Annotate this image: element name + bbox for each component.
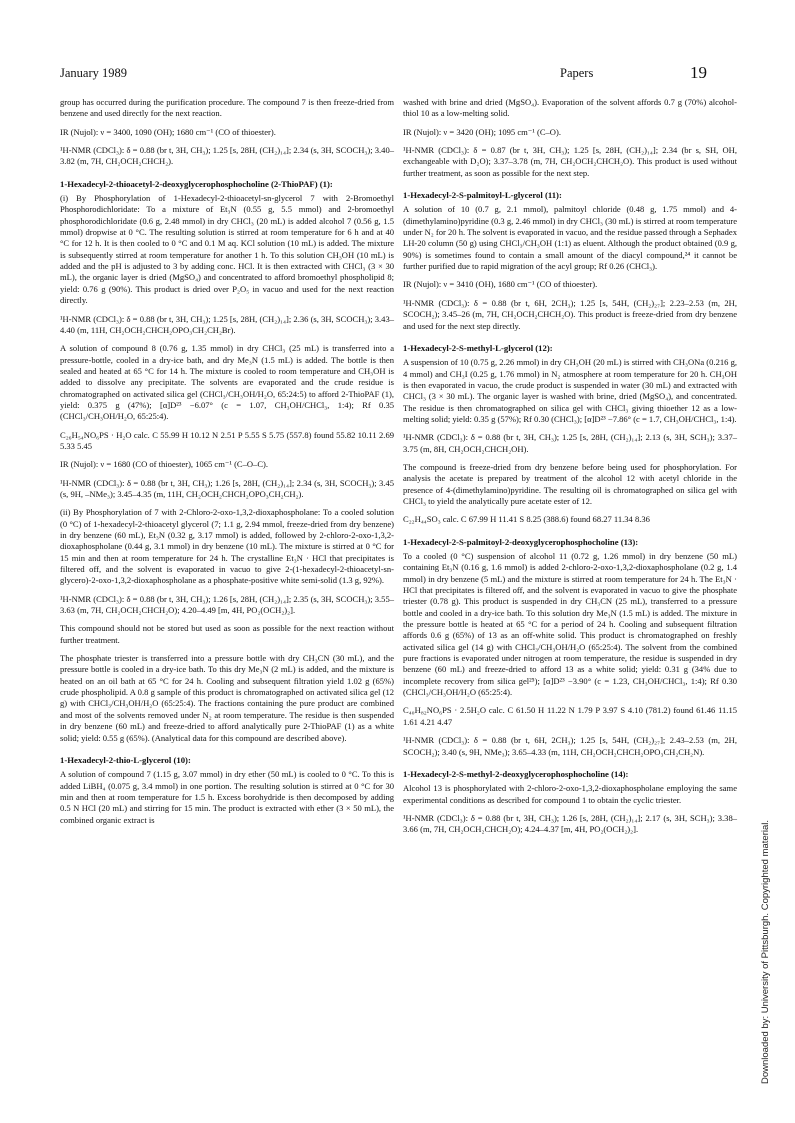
paragraph: C₂₂H₄₄SO₃ calc. C 67.99 H 11.41 S 8.25 (388.6) found 68.27 11.34 8.36 (403, 514, 650, 525)
section-heading: 1-Hexadecyl-2-S-methyl-L-glycerol (12): (403, 342, 553, 353)
paragraph: ¹H-NMR (CDCl₃): δ = 0.88 (br t, 6H, 2CH₃); 1.25 [s, 54H, (CH₂)₂₇]; 2.43–2.53 (m, 2H, SCOCH₂); 3.40 (s, 9H, NMe₃); 3.65–4.33 (m, 11H, CH₂OCH₂CHCH₂OPO₃CH₂CH₂N). (403, 735, 737, 757)
section-heading: 1-Hexadecyl-2-S-palmitoyl-2-deoxyglycerophosphocholine (13): (403, 536, 639, 547)
paragraph: ¹H-NMR (CDCl₃): δ = 0.87 (br t, 3H, CH₃); 1.25 [s, 28H, (CH₂)₁₄]; 2.34 (br s, SH, OH, exchangeable with D₂O); 3.37–3.78 (m, 7H, CH₂OCH₂CHCH₂O). This product is used without further treatment, as soon as possible for the next step. (403, 145, 737, 178)
paragraph: The compound is freeze-dried from dry benzene before being used for phosphorylation. For analysis the acetate is prepared by treatment of the alcohol 12 with acetyl chloride in the presence of 4-(dimethylamino)pyridine. The resulting oil is chromatographed on silica gel with CHCl₃ to yield the analytically pure acetate ester of 12. (403, 461, 737, 506)
paragraph: To a cooled (0 °C) suspension of alcohol 11 (0.72 g, 1.26 mmol) in dry benzene (50 mL) containing Et₃N (0.16 g, 1.6 mmol) is added 2-chloro-2-oxo-1,3,2-dioxaphospholane (0.2 g, 1.4 mmol) in dry benzene (5 mL) and the mixture is stirred at room temperature for 24 h. The Et₃N · HCl that precipitates is filtered off, and the solvent is evaporated in vacuo to give the phosphate triester (0.78 g). This product is suspended in dry CH₃CN (25 mL), transferred to a pressure bottle and cooled in a dry-ice bath. To this solution dry Me₃N (1.5 mL) is added. The mixture in the pressure bottle is heated at 65 °C for a period of 24 h. Cooling and subsequent filtration affords 0.6 g (65%) of 13 as an off-white solid. This product is chromatographed on freshly activated silica gel (14 g) with CHCl₃/CH₃OH/H₂O (65:25:4). The solvent from the combined pure fractions is evaporated under nitrogen at room temperature, the residue is suspended in dry benzene (60 mL) and freeze-dried to afford 13 as a white solid; yield: 0.31 g (34% due to incomplete recovery from silica gel²⁵); [α]D²³ −3.90° (c = 1.23, CH₃OH/CHCl₃, 1:4); Rf 0.30 (CHCl₃/CH₃OH/H₂O (65:25:4). (403, 551, 737, 698)
paragraph: Alcohol 13 is phosphorylated with 2-chloro-2-oxo-1,3,2-dioxaphospholane employing the same experimental conditions as described for compound 1 to obtain the cyclic triester. (403, 783, 737, 805)
section-heading: 1-Hexadecyl-2-S-methyl-2-deoxyglycerophosphocholine (14): (403, 768, 629, 779)
paragraph: IR (Nujol): ν = 3420 (OH); 1095 cm⁻¹ (C–O). (403, 126, 561, 137)
paragraph: washed with brine and dried (MgSO₄). Evaporation of the solvent affords 0.7 g (70%) alcohol-thiol 10 as a low-melting solid. (403, 97, 737, 119)
section-heading: 1-Hexadecyl-2-thio-L-glycerol (10): (60, 754, 191, 765)
paragraph: ¹H-NMR (CDCl₃): δ = 0.88 (br t, 3H, CH₃); 1.25 [s, 28H, (CH₂)₁₄]; 2.34 (s, 3H, SCOCH₃); 3.40–3.82 (m, 7H, CH₂OCH₂CHCH₂). (60, 145, 394, 167)
paragraph: C₂₆H₅₄NO₆PS · H₂O calc. C 55.99 H 10.12 N 2.51 P 5.55 S 5.75 (557.8) found 55.82 10.11 2.69 5.33 5.45 (60, 429, 394, 451)
header-page-number: 19 (690, 63, 707, 82)
header-date: January 1989 (60, 66, 127, 80)
paragraph: IR (Nujol): ν = 3410 (OH), 1680 cm⁻¹ (CO of thioester). (403, 279, 598, 290)
paragraph: This compound should not be stored but used as soon as possible for the next reaction without further treatment. (60, 623, 394, 645)
paragraph: ¹H-NMR (CDCl₃): δ = 0.88 (br t, 6H, 2CH₃); 1.25 [s, 54H, (CH₂)₂₇]; 2.23–2.53 (m, 2H, SCOCH₂); 3.45–26 (m, 7H, CH₂OCH₂CHCH₂O). This product is freeze-dried from dry benzene and used for the next step directly. (403, 297, 737, 331)
header-journal: Papers (560, 66, 594, 80)
download-notice: Downloaded by: University of Pittsburgh. Copyrighted material. (760, 820, 771, 1085)
paragraph: ¹H-NMR (CDCl₃): δ = 0.88 (br t, 3H, CH₃); 1.25 [s, 28H, (CH₂)₁₄]; 2.36 (s, 3H, SCOCH₃); 3.43–4.40 (m, 11H, CH₂OCH₂CHCH₂OPO₃CH₂CH₂Br). (60, 313, 394, 335)
paragraph: The phosphate triester is transferred into a pressure bottle with dry CH₃CN (30 mL), and the pressure bottle is cooled in a dry-ice bath. To this dry Me₃N (2 mL) is added, and the mixture is heated on an oil bath at 65 °C for 24 h. Cooling and subsequent filtration yield 1.02 g (65%) crude phospholipid. A 0.8 g sample of this product is chromatographed on activated silica gel (12 g) with CHCl₃/CH₃OH/H₂O (65:25:4). The fractions containing the pure product are combined and most of the solvents removed under N₂ at room temperature. The residue is then suspended in dry benzene (60 mL) and freeze-dried to afford analytically pure 2-ThioPAF (1) as a white solid; yield: 0.55 g (65%). (Analytical data for this compound are described above). (60, 653, 394, 743)
paragraph: IR (Nujol): ν = 1680 (CO of thioester), 1065 cm⁻¹ (C–O–C). (60, 459, 269, 470)
paragraph: ¹H-NMR (CDCl₃): δ = 0.88 (br t, 3H, CH₃); 1.25 [s, 28H, (CH₂)₁₄]; 2.13 (s, 3H, SCH₃); 3.37–3.75 (m, 8H, CH₂OCH₂CHCH₂OH). (403, 432, 737, 454)
paragraph: (i) By Phosphorylation of 1-Hexadecyl-2-thioacetyl-sn-glycerol 7 with 2-Bromoethyl Phosphorodichloridate: To a mixture of Et₃N (0.55 g, 5.5 mmol) and 2-bromoethyl phosphorodichloridate (0.6 g, 2.48 mmol) in dry CHCl₃ (20 mL) is added alcohol 7 (0.56 g, 1.5 mmol) dropwise at 0 °C. The resulting solution is stirred at room temperature for 6 h and at 40 °C for 12 h. It is then cooled to 0 °C and 0.1 M aq. KCl solution (10 mL) is added. The mixture is subsequently stirred at room temperature for another 1 h. To this solution CH₃OH (10 mL) is added and the pH is adjusted to 3 by adding conc. HCl. It is then extracted with CHCl₃ (3 × 30 mL), the organic layer is dried (MgSO₄) and concentrated to afford bromoethyl phospholipid 8; yield: 0.76 g (90%). This product is dried over P₂O₅ in vacuo and used for the next reaction directly. (60, 193, 394, 306)
paragraph: (ii) By Phosphorylation of 7 with 2-Chloro-2-oxo-1,3,2-dioxaphospholane: To a cooled solution (0 °C) of 1-hexadecyl-2-thioacetyl glycerol (7; 1.1 g, 2.94 mmol, freeze-dried from dry benzene) in dry benzene (60 mL), Et₃N (0.32 g, 3.17 mmol) is added, followed by 2-chloro-2-oxo-1,3,2-dioxaphospholane (0.44 g, 3.1 mmol) in dry benzene (10 mL). The mixture is stirred at 0 °C for 15 min and then at room temperature for 24 h. The crystalline Et₃N · HCl that precipitates is filtered off, and the solvent is evaporated in vacuo to give 2-(1-hexadecyl-2-thioacetyl-sn-glycero)-2-oxo-1,3,2-dioxaphospholane as a phosphate-positive white semi-solid (1.3 g, 92%). (60, 507, 394, 586)
paragraph: A suspension of 10 (0.75 g, 2.26 mmol) in dry CH₃OH (20 mL) is stirred with CH₃ONa (0.216 g, 4 mmol) and CH₃I (0.25 g, 1.76 mmol) in N₂ atmosphere at room temperature for 20 h. CH₃OH is then evaporated in vacuo, the crude product is suspended in water (30 mL) and extracted with CHCl₃ (3 × 30 mL). The organic layer is washed with brine, dried (MgSO₄), and concentrated. The residue is then chromatographed on silica gel with CHCl₃ giving thioether 12 as a low-melting solid; yield: 0.35 g (57%); Rf 0.30 (CHCl₃); [α]D²³ −7.86° (c = 1.7, CH₃OH/CHCl₃, 1:4). (403, 357, 737, 424)
paragraph: group has occurred during the purification procedure. The compound 7 is then freeze-dried from benzene and used directly for the next reaction. (60, 97, 394, 119)
paragraph: A solution of 10 (0.7 g, 2.1 mmol), palmitoyl chloride (0.48 g, 1.75 mmol) and 4-(dimethylamino)pyridine (0.3 g, 2.46 mmol) in dry CHCl₃ (30 mL) is stirred at room temperature under N₂ for 20 h. The solvent is evaporated in vacuo, and the residue passed through a Sephadex LH-20 column (50 g) using CHCl₃/CH₃OH (1:1) as eluent. Although the product obtained (0.9 g, 90%) is sometimes found to contain a small amount of the diacyl compound,²⁴ it cannot be further purified due to rapid migration of the acyl group; Rf 0.26 (CHCl₃). (403, 204, 737, 272)
paragraph: ¹H-NMR (CDCl₃): δ = 0.88 (br t, 3H, CH₃); 1.26 [s, 28H, (CH₂)₁₄]; 2.17 (s, 3H, SCH₃); 3.38–3.66 (m, 7H, CH₂OCH₂CHCH₂O); 4.24–4.37 [m, 4H, PO₂(OCH₂)₂]. (403, 812, 737, 835)
paragraph: C₄₀H₈₂NO₆PS · 2.5H₂O calc. C 61.50 H 11.22 N 1.79 P 3.97 S 4.10 (781.2) found 61.46 11.15 1.61 4.21 4.47 (403, 705, 737, 727)
paragraph: A solution of compound 8 (0.76 g, 1.35 mmol) in dry CHCl₃ (25 mL) is transferred into a pressure-bottle, cooled in a dry-ice bath, and dry Me₃N (1.5 mL) is added. The bottle is then sealed and heated at 65 °C for 14 h. The mixture is cooled to room temperature and CH₃OH is added to dissolve any precipitate. The solvents are evaporated and the crude residue is chromatographed on activated silica gel (CHCl₃/CH₃OH/H₂O, 65:24:5) to afford 2-ThioPAF (1), yield: 0.375 g (47%); [α]D²³ −6.07° (c = 1.07, CH₃OH/CHCl₃, 1:4); Rf 0.35 (CHCl₃/CH₃OH/H₂O, 65:25:4). (60, 343, 394, 422)
left-column (60, 97, 394, 833)
paragraph: A solution of compound 7 (1.15 g, 3.07 mmol) in dry ether (50 mL) is cooled to 0 °C. To this is added LiBH₄ (0.075 g, 3.4 mmol) in one portion. The resulting solution is stirred at 0 °C for 30 min and then at room temperature for 1.5 h. Excess borohydride is then decomposed by adding 0.5 N HCl (20 mL) and stirring for 15 min. The product is extracted with ether (3 × 50 mL), the combined organic extract is (60, 769, 394, 825)
section-heading: 1-Hexadecyl-2-S-palmitoyl-L-glycerol (11): (403, 190, 562, 201)
paragraph: ¹H-NMR (CDCl₃): δ = 0.88 (br t, 3H, CH₃); 1.26 [s, 28H, (CH₂)₁₄]; 2.35 (s, 3H, SCOCH₃); 3.55–3.63 (m, 7H, CH₂OCH₂CHCH₂O); 4.20–4.49 [m, 4H, PO₂(OCH₂)₂]. (60, 593, 394, 616)
paragraph: IR (Nujol): ν = 3400, 1090 (OH); 1680 cm⁻¹ (CO of thioester). (60, 126, 276, 137)
section-heading: 1-Hexadecyl-2-thioacetyl-2-deoxyglycerophosphocholine (2-ThioPAF) (1): (60, 178, 333, 189)
paragraph: ¹H-NMR (CDCl₃): δ = 0.88 (br t, 3H, CH₃); 1.26 [s, 28H, (CH₂)₁₄]; 2.34 (s, 3H, SCOCH₃); 3.45 (s, 9H, –NMe₃); 3.45–4.35 (m, 11H, CH₂OCH₂CHCH₂OPO₃CH₂CH₂). (60, 477, 394, 499)
right-column (403, 97, 737, 843)
